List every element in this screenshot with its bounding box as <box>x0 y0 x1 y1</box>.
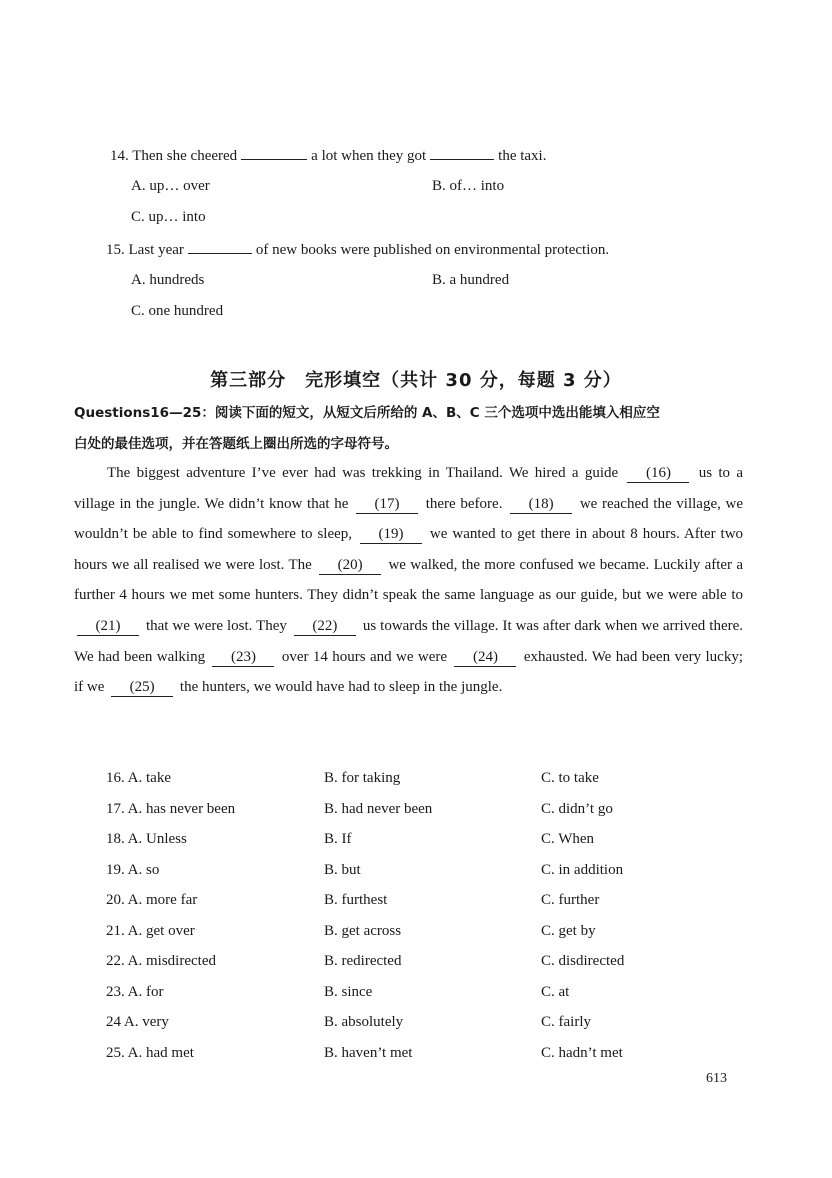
option-19-c: C. in addition <box>541 862 624 878</box>
passage-text: we wanted to get there in about 8 hours. After two hours we all realised we were lost. The <box>74 526 744 573</box>
q14-blank-1 <box>241 145 307 160</box>
blank-25: (25) <box>111 678 173 697</box>
option-18-b: B. If <box>324 831 352 847</box>
passage-text: us to a village in the jungle. We didn’t know that he <box>74 465 744 512</box>
q14-option-b: B. of… into <box>432 178 505 194</box>
blank-17: (17) <box>356 495 418 514</box>
option-18-c: C. When <box>541 831 595 847</box>
blank-19: (19) <box>360 525 422 544</box>
blank-24: (24) <box>454 648 516 667</box>
option-23-b: B. since <box>324 984 373 1000</box>
q14-blank-2 <box>430 145 494 160</box>
option-24-c: C. fairly <box>541 1014 591 1030</box>
instructions-line-2: 白处的最佳选项，并在答题纸上圈出所选的字母符号。 <box>74 436 398 452</box>
section-title: 第三部分 完形填空（共计 30 分，每题 3 分） <box>210 370 622 391</box>
blank-16: (16) <box>627 464 689 483</box>
q14-stem-part-a: 14. Then she cheered <box>110 148 238 164</box>
passage-text: us towards the village. It was after dark when we arrived there. We had been walking <box>74 617 744 665</box>
q15-option-c: C. one hundred <box>131 303 224 319</box>
passage-text: The biggest adventure I’ve ever had was trekking in Thailand. We hired a guide <box>107 465 619 481</box>
question-14-stem <box>110 145 546 166</box>
option-23-c: C. at <box>541 984 570 1000</box>
blank-22: (22) <box>294 617 356 636</box>
passage-text: that we were lost. They <box>145 617 287 634</box>
blank-20: (20) <box>319 556 381 575</box>
option-16-a: 16. A. take <box>106 770 171 786</box>
q14-option-a: A. up… over <box>131 178 210 194</box>
option-21-a: 21. A. get over <box>106 923 195 939</box>
question-15-stem <box>106 239 609 260</box>
passage-text: we walked, the more confused we became. Luckily after a further 4 hours we met some hunters. They didn’t speak the same language as our guide, but we were able to <box>74 556 744 604</box>
option-22-a: 22. A. misdirected <box>106 953 216 969</box>
passage-text: the hunters, we would have had to sleep in the jungle. <box>179 679 503 696</box>
q15-stem-part-b: of new books were published on environmental protection. <box>255 242 610 258</box>
cloze-passage <box>74 458 743 703</box>
option-22-c: C. disdirected <box>541 953 625 969</box>
option-24-b: B. absolutely <box>324 1014 404 1030</box>
option-22-b: B. redirected <box>324 953 402 969</box>
option-17-b: B. had never been <box>324 801 433 817</box>
option-18-a: 18. A. Unless <box>106 831 187 847</box>
q15-option-a: A. hundreds <box>131 272 205 288</box>
instructions-line-1: Questions16—25：阅读下面的短文，从短文后所给的 A、B、C 三个选项中选出能填入相应空 <box>74 405 660 421</box>
option-17-c: C. didn’t go <box>541 801 613 817</box>
option-19-a: 19. A. so <box>106 862 160 878</box>
option-25-b: B. haven’t met <box>324 1045 413 1061</box>
option-20-a: 20. A. more far <box>106 892 198 908</box>
option-21-b: B. get across <box>324 923 402 939</box>
passage-text: there before. <box>425 495 503 512</box>
option-25-c: C. hadn’t met <box>541 1045 623 1061</box>
q14-stem-part-b: a lot when they got <box>311 148 427 164</box>
option-23-a: 23. A. for <box>106 984 164 1000</box>
option-16-b: B. for taking <box>324 770 401 786</box>
q15-option-b: B. a hundred <box>432 272 510 288</box>
option-16-c: C. to take <box>541 770 599 786</box>
q15-stem-part-a: 15. Last year <box>106 242 184 258</box>
option-25-a: 25. A. had met <box>106 1045 194 1061</box>
passage-text: over 14 hours and we were <box>281 648 448 665</box>
option-21-c: C. get by <box>541 923 596 939</box>
option-17-a: 17. A. has never been <box>106 801 236 817</box>
passage-text: we reached the village, we wouldn’t be able to find somewhere to sleep, <box>74 495 744 543</box>
q14-option-c: C. up… into <box>131 209 206 225</box>
blank-21: (21) <box>77 617 139 636</box>
q14-stem-part-c: the taxi. <box>498 148 547 164</box>
option-19-b: B. but <box>324 862 361 878</box>
option-20-b: B. furthest <box>324 892 388 908</box>
page-number: 613 <box>706 1071 727 1086</box>
blank-23: (23) <box>212 648 274 667</box>
q15-blank <box>188 239 252 254</box>
passage-text: exhausted. We had been very lucky; if we <box>74 648 743 696</box>
blank-18: (18) <box>510 495 572 514</box>
option-24-a: 24 A. very <box>106 1014 169 1030</box>
option-20-c: C. further <box>541 892 600 908</box>
